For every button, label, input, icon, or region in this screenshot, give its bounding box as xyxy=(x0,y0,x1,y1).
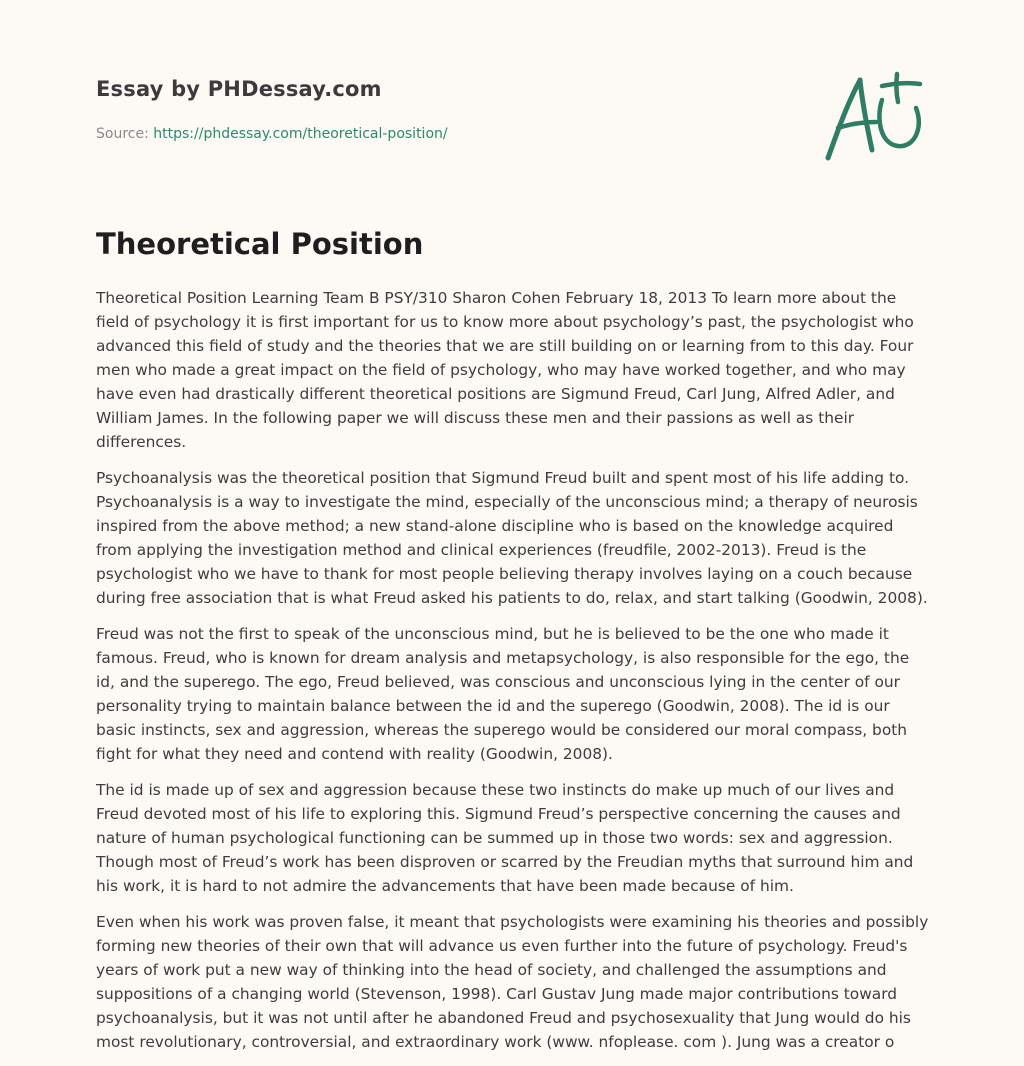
source-line xyxy=(96,124,928,144)
a-plus-logo-icon xyxy=(820,66,932,166)
page-header xyxy=(96,74,928,144)
essay-paragraph: Even when his work was proven false, it meant that psychologists were examining his theories and possibly forming new theories of their own that will advance us even further into the future of psychology. Freud's years of work put a new way of thinking into the head of society, and challenged the assumptions and suppositions of a changing world (Stevenson, 1998). Carl Gustav Jung made major contributions toward psychoanalysis, but it was not until after he abandoned Freud and psychosexuality that Jung would do his most revolutionary, controversial, and extraordinary work (www. nfoplease. com ). Jung was a creator o xyxy=(96,913,929,1051)
essay-content xyxy=(96,224,931,1066)
site-title: Essay by PHDessay.com xyxy=(96,77,382,101)
essay-paragraph: Theoretical Position Learning Team B PSY/310 Sharon Cohen February 18, 2013 To learn more about the field of psychology it is first important for us to know more about psychology’s past, the psychologist who advanced this field of study and the theories that we are still building on or learning from to this day. Four men who made a great impact on the field of psychology, who may have worked together, and who may have even had drastically different theoretical positions are Sigmund Freud, Carl Jung, Alfred Adler, and William James. In the following paper we will discuss these men and their passions as well as their differences. xyxy=(96,289,914,451)
essay-paragraph: Psychoanalysis was the theoretical position that Sigmund Freud built and spent most of his life adding to. Psychoanalysis is a way to investigate the mind, especially of the unconscious mind; a therapy of neurosis inspired from the above method; a new stand-alone discipline who is based on the knowledge acquired from applying the investigation method and clinical experiences (freudfile, 2002-2013). Freud is the psychologist who we have to thank for most people believing therapy involves laying on a couch because during free association that is what Freud asked his patients to do, relax, and start talking (Goodwin, 2008). xyxy=(96,469,928,607)
essay-paragraph: Freud was not the first to speak of the unconscious mind, but he is believed to be the one who made it famous. Freud, who is known for dream analysis and metapsychology, is also responsible for the ego, the id, and the superego. The ego, Freud believed, was conscious and unconscious lying in the center of our personality trying to maintain balance between the id and the superego (Goodwin, 2008). The id is our basic instincts, sex and aggression, whereas the superego would be considered our moral compass, both fight for what they need and contend with reality (Goodwin, 2008). xyxy=(96,625,910,763)
source-label: Source: xyxy=(96,126,154,142)
essay-paragraph: The id is made up of sex and aggression because these two instincts do make up much of our lives and Freud devoted most of his life to exploring this. Sigmund Freud’s perspective concerning the causes and nature of human psychological functioning can be summed up in those two words: sex and aggression. Though most of Freud’s work has been disproven or scarred by the Freudian myths that surround him and his work, it is hard to not admire the advancements that have been made because of him. xyxy=(96,781,914,895)
source-link[interactable]: https://phdessay.com/theoretical-position/ xyxy=(153,126,448,142)
essay-title: Theoretical Position xyxy=(96,227,424,261)
